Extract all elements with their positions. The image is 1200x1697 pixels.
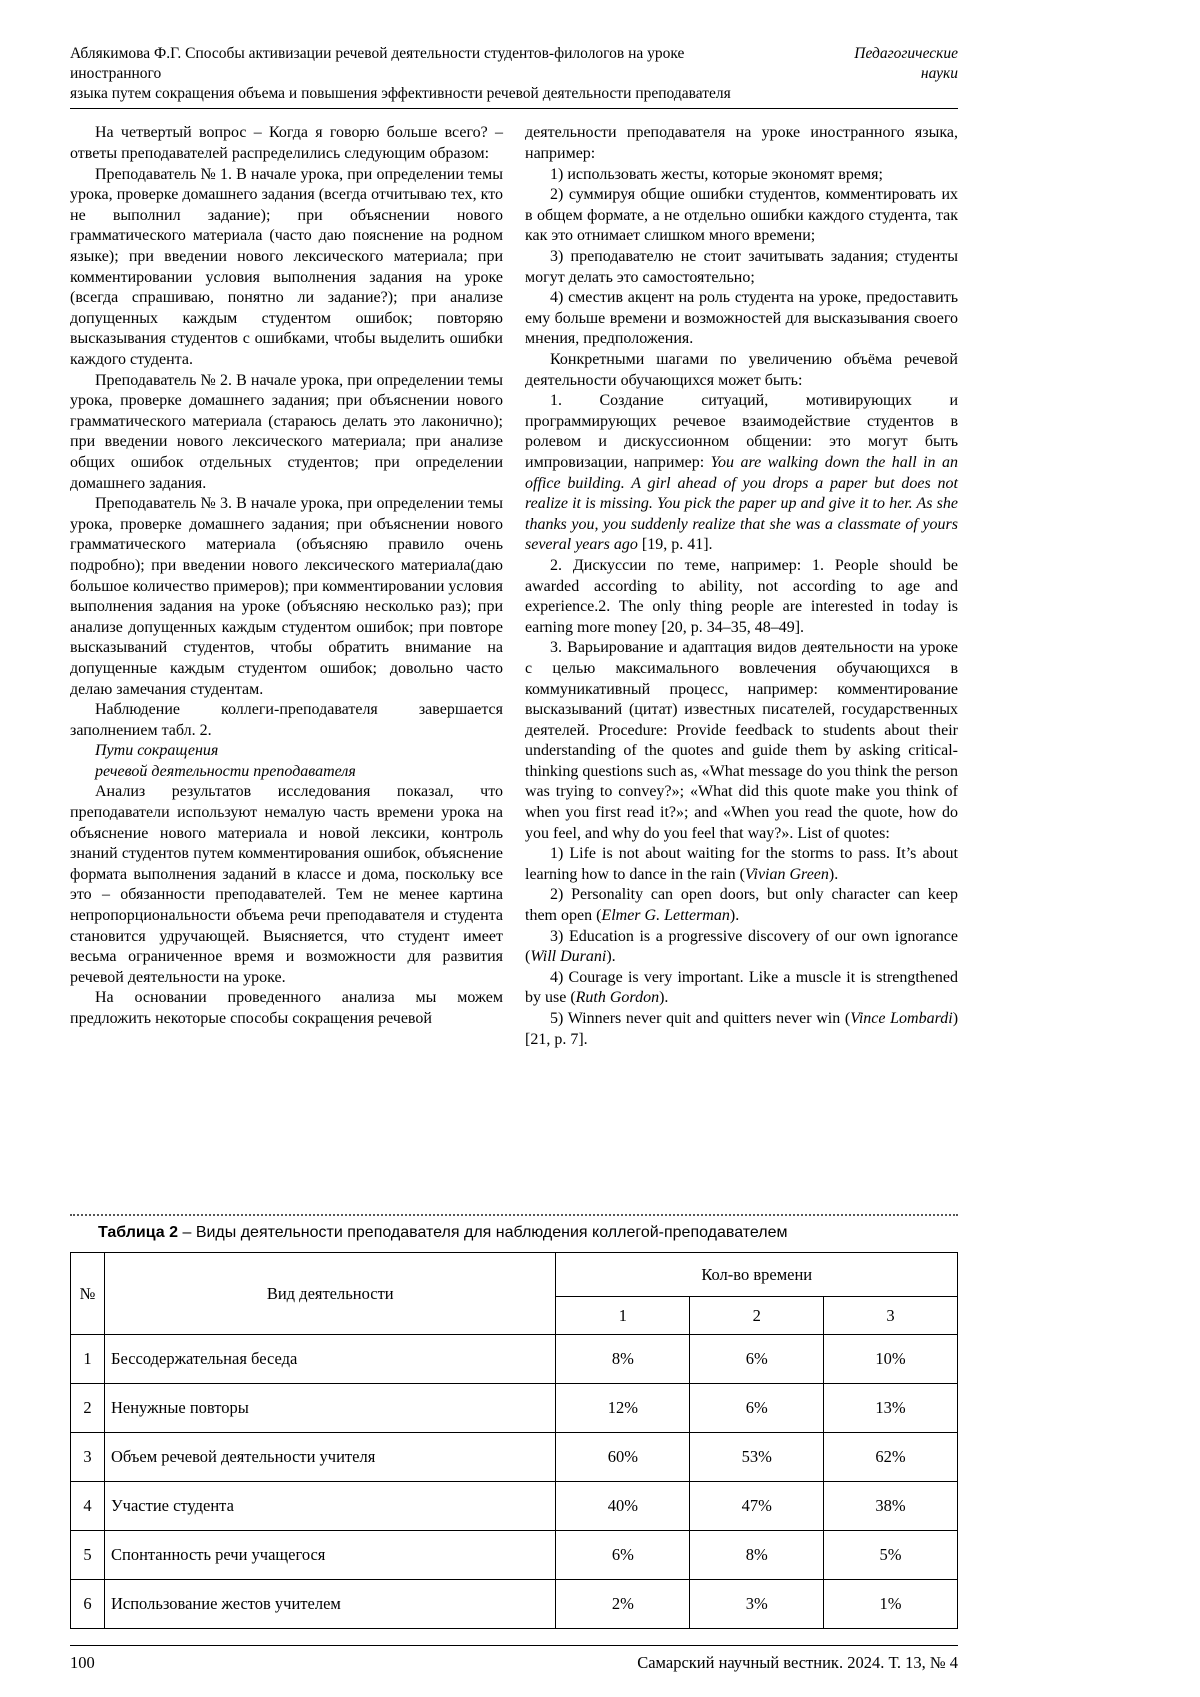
time-value-cell: 1% [824,1580,958,1629]
text-segment: 2) суммируя общие ошибки студентов, комментировать их в общем формате, а не отдельно ошибки каждого студента, так как это отнимает слишком много времени; [525,186,958,245]
row-number-cell: 6 [71,1580,105,1629]
row-number-cell: 5 [71,1531,105,1580]
article-body [70,123,958,1198]
text-segment: На основании проведенного анализа мы можем предложить некоторые способы сокращения речевой [70,989,503,1028]
column-header-time: Кол-во времени [556,1253,958,1297]
text-segment: 5) Winners never quit and quitters never win ( [550,1010,851,1028]
list-item-2 [525,185,958,247]
table-row [71,1531,958,1580]
column-subheader: 1 [556,1297,690,1335]
text-segment: 4) Courage is very important. Like a muscle it is strengthened by use ( [525,968,958,1007]
table-caption-text: – Виды деятельности преподавателя для наблюдения коллегой-преподавателем [178,1224,788,1242]
time-value-cell: 6% [690,1384,824,1433]
activity-name-cell: Ненужные повторы [104,1384,555,1433]
paragraph-question [70,123,503,164]
table-row [71,1482,958,1531]
text-segment: ). [659,989,669,1007]
activity-name-cell: Объем речевой деятельности учителя [104,1433,555,1482]
text-segment: You are walking down the hall in an office building. A girl ahead of you drops a paper but does not realize it is missing. You pick the paper up and give it to her. As she thanks you, you suddenly realize that she was a classmate of yours several years ago [525,453,958,554]
journal-reference: Самарский научный вестник. 2024. Т. 13, № 4 [637,1653,958,1672]
time-value-cell: 5% [824,1531,958,1580]
text-segment: 2) Personality can open doors, but only character can keep them open ( [525,886,958,925]
text-segment: ). [606,948,616,966]
time-value-cell: 62% [824,1433,958,1482]
running-header-author [70,44,770,103]
time-value-cell: 8% [690,1531,824,1580]
left-column [70,123,503,1029]
table-row [71,1433,958,1482]
activity-observation-table [70,1252,958,1629]
paragraph-step-1 [525,391,958,556]
time-value-cell: 10% [824,1335,958,1384]
running-header-line-2: языка путем сокращения объема и повышения эффективности речевой деятельности преподавателя [70,84,731,102]
time-value-cell: 8% [556,1335,690,1384]
time-value-cell: 3% [690,1580,824,1629]
activity-name-cell: Спонтанность речи учащегося [104,1531,555,1580]
text-segment: Конкретными шагами по увеличению объёма речевой деятельности обучающихся может быть: [525,351,958,389]
text-segment: ) [21, p. 7]. [525,1010,959,1048]
row-number-cell: 4 [71,1482,105,1531]
time-value-cell: 6% [556,1531,690,1580]
paragraph-proposal-cont [525,123,958,164]
text-segment: 1) использовать жесты, которые экономят время; [550,165,883,183]
row-number-cell: 3 [71,1433,105,1482]
text-segment: Наблюдение коллеги-преподавателя завершается заполнением табл. 2. [70,701,503,739]
list-item-1 [525,165,958,186]
text-segment: 3) преподавателю не стоит зачитывать задания; студенты могут делать это самостоятельно; [525,248,958,286]
subheading-line-1 [70,741,503,762]
column-subheader: 3 [824,1297,958,1335]
text-segment: речевой деятельности преподавателя [95,762,356,780]
paragraph-observation [70,700,503,741]
text-segment: ). [828,865,839,883]
page-footer [70,1645,958,1673]
text-segment: Ruth Gordon [575,989,660,1007]
table-caption-label: Таблица 2 [98,1224,179,1242]
paragraph-proposal-start [70,988,503,1029]
table-separator-dotted-rule [70,1214,958,1216]
row-number-cell: 1 [71,1335,105,1384]
text-segment: 3) Education is a progressive discovery of our own ignorance ( [525,927,958,966]
subheading-line-2 [70,762,503,783]
table-caption [98,1224,958,1242]
text-segment: Will Durani [530,948,607,966]
paragraph-teacher-1 [70,165,503,371]
text-segment: деятельности преподавателя на уроке иностранного языка, например: [525,124,958,163]
paragraph-analysis [70,782,503,988]
text-segment: Анализ результатов исследования показал, что преподаватели используют немалую часть времени урока на объяснение нового материала и новой лексики, контроль знаний студентов путем комментирования ошибок, объяснение формата выполнения заданий в классе и дома, поскольку все это – обязанности преподавателей. Тем не менее картина непропорциональности объема речи преподавателя и студента становится удручающей. Выясняется, что студент имеет весьма ограниченное время и возможности для развития речевой деятельности на уроке. [70,783,503,986]
time-value-cell: 60% [556,1433,690,1482]
section-line-2: науки [920,64,958,82]
table-row [71,1580,958,1629]
activity-name-cell: Участие студента [104,1482,555,1531]
right-column [525,123,958,1050]
text-segment: 3. Варьирование и адаптация видов деятельности на уроке с целью максимального вовлечения обучающихся в коммуникативный процесс, например: комментирование высказываний (цитат) известных писателей, государственных деятелей. Procedure: Provide feedback to students about their understanding of the quotes and guide them by asking critical-thinking questions such as, «What message do you think the person was trying to convey?»; «What did this quote make you think of when you first read it?»; and «When you read the quote, how do you feel, and why do you feel that way?». List of quotes: [525,639,958,842]
table-row [71,1384,958,1433]
time-value-cell: 53% [690,1433,824,1482]
paragraph-teacher-2 [70,371,503,495]
column-header-number: № [71,1253,105,1335]
list-item-4 [525,288,958,350]
text-segment: Vince Lombardi [850,1010,953,1028]
text-segment: 1. Создание ситуаций, мотивирующих и программирующих речевое взаимодействие студентов в ролевом и дискуссионном общении: это могут быть импровизации, например: [525,392,958,471]
quote-3 [525,927,958,968]
column-header-activity: Вид деятельности [104,1253,555,1335]
text-segment: [19, p. 41]. [637,536,713,554]
time-value-cell: 6% [690,1335,824,1384]
time-value-cell: 38% [824,1482,958,1531]
time-value-cell: 2% [556,1580,690,1629]
paragraph-teacher-3 [70,494,503,700]
text-segment: На четвертый вопрос – Когда я говорю больше всего? – ответы преподавателей распределились следующим образом: [70,124,503,163]
quote-4 [525,968,958,1009]
time-value-cell: 12% [556,1384,690,1433]
text-segment: Преподаватель № 2. В начале урока, при определении темы урока, проверке домашнего задания; при объяснении нового грамматического материала (стараюсь делать это лаконично); при введении нового лексического материала; при анализе общих ошибок отдельных студентов; при определении домашнего задания. [70,371,503,492]
section-line-1: Педагогические [854,45,958,62]
text-segment: 2. Дискуссии по теме, например: 1. People should be awarded according to ability, not according to age and experience.2. The only thing people are interested in today is earning more money [20, p. 34–35, 48–49]. [525,556,958,636]
activity-name-cell: Бессодержательная беседа [104,1335,555,1384]
column-subheader: 2 [690,1297,824,1335]
text-segment: 4) сместив акцент на роль студента на уроке, предоставить ему больше времени и возможностей для высказывания своего мнения, предположения. [525,289,958,348]
row-number-cell: 2 [71,1384,105,1433]
text-segment: Elmer G. Letterman [601,907,730,925]
text-segment: ). [729,907,740,925]
text-segment: Преподаватель № 1. В начале урока, при определении темы урока, проверке домашнего задания (всегда отчитываю тех, кто не выполнил задание); при объяснении нового грамматического материала (часто даю пояснение на родном языке); при введении нового лексического материала; при комментировании условия выполнения задания на уроке (всегда спрашиваю, понятно ли задание?); при анализе допущенных каждым студентом ошибок; повторяю высказывания студентов с ошибками, чтобы выделить ошибки каждого студента. [70,165,503,369]
page-number: 100 [70,1653,95,1672]
quote-2 [525,885,958,926]
running-header-section [854,44,958,84]
running-header-line-1: Аблякимова Ф.Г. Способы активизации речевой деятельности студентов-филологов на уроке иностранного [70,45,685,82]
time-value-cell: 13% [824,1384,958,1433]
quote-5 [525,1009,958,1050]
table-row [71,1335,958,1384]
text-segment: 1) Life is not about waiting for the storms to pass. It’s about learning how to dance in the rain ( [525,845,958,883]
activity-name-cell: Использование жестов учителем [104,1580,555,1629]
paragraph-concrete-steps [525,350,958,391]
text-segment: Пути сокращения [95,742,219,760]
paragraph-step-2 [525,556,958,638]
text-segment: Преподаватель № 3. В начале урока, при определении темы урока, проверке домашнего задания; при объяснении нового грамматического материала (объясняю правило очень подробно); при введении нового лексического материала(даю большое количество примеров); при комментировании условия выполнения задания на уроке (объясняю несколько раз); при анализе допущенных каждым студентом ошибок; при повторе высказываний студентов, чтобы обратить внимание на допущенные каждым студентом ошибок; довольно часто делаю замечания студентам. [70,495,503,698]
table-header-row-1 [71,1253,958,1297]
paragraph-step-3 [525,638,958,844]
quote-1 [525,844,958,885]
list-item-3 [525,247,958,288]
time-value-cell: 47% [690,1482,824,1531]
running-header [70,44,958,109]
time-value-cell: 40% [556,1482,690,1531]
text-segment: Vivian Green [744,865,829,883]
